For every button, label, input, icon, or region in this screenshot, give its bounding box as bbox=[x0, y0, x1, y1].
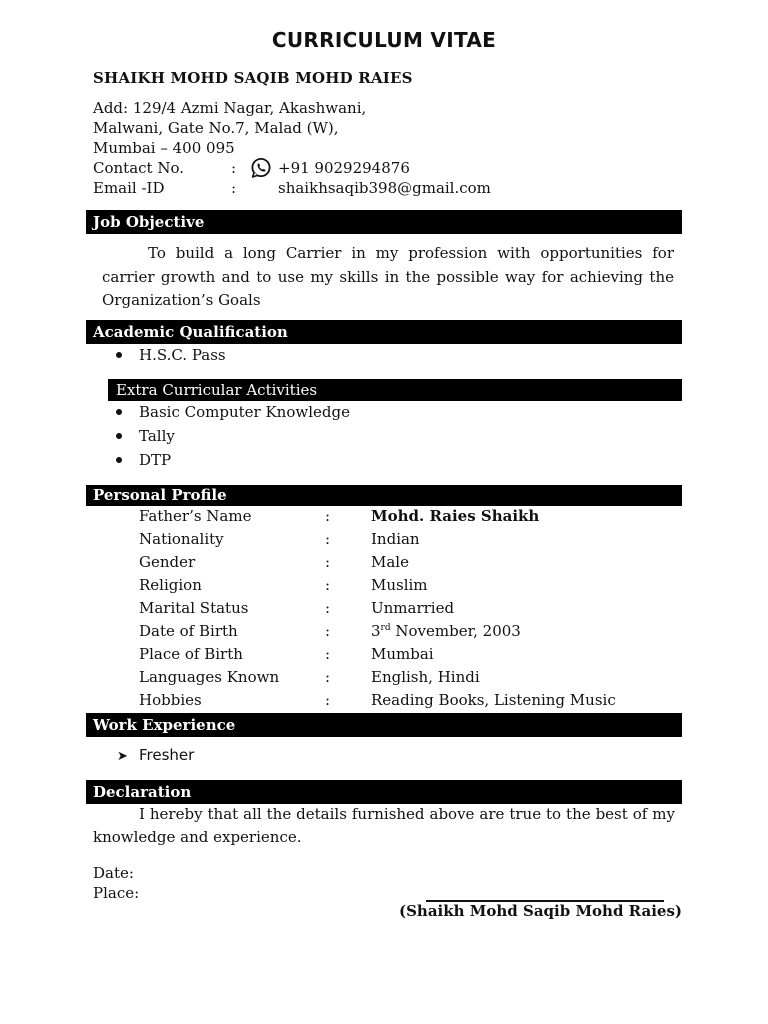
profile-value: Mumbai bbox=[371, 645, 434, 663]
address-block bbox=[93, 98, 366, 158]
candidate-name: SHAIKH MOHD SAQIB MOHD RAIES bbox=[93, 69, 413, 87]
profile-label: Nationality bbox=[139, 530, 224, 548]
arrow-bullet-icon: ➤ bbox=[117, 749, 128, 764]
profile-row bbox=[139, 643, 659, 666]
list-item: Basic Computer Knowledge bbox=[112, 400, 350, 424]
profile-label: Father’s Name bbox=[139, 507, 252, 525]
work-item-text: Fresher bbox=[139, 746, 195, 764]
profile-label: Hobbies bbox=[139, 691, 202, 709]
profile-separator: : bbox=[325, 645, 331, 663]
phone-colon: : bbox=[231, 159, 237, 177]
section-header-extra-curricular: Extra Curricular Activities bbox=[108, 379, 682, 401]
place-label: Place: bbox=[93, 884, 140, 902]
section-header-academic: Academic Qualification bbox=[86, 320, 682, 344]
email-label: Email -ID bbox=[93, 179, 165, 197]
whatsapp-icon bbox=[250, 157, 272, 179]
work-experience-item bbox=[117, 744, 194, 766]
profile-row bbox=[139, 689, 659, 712]
profile-value: Reading Books, Listening Music bbox=[371, 691, 616, 709]
profile-value: Male bbox=[371, 553, 409, 571]
declaration-text: I hereby that all the details furnished above are true to the best of my knowledge and experience. bbox=[93, 805, 675, 846]
birth-day: 3 bbox=[371, 622, 381, 640]
profile-value: Muslim bbox=[371, 576, 428, 594]
profile-separator: : bbox=[325, 530, 331, 548]
date-label: Date: bbox=[93, 864, 134, 882]
profile-separator: : bbox=[325, 576, 331, 594]
profile-value: Unmarried bbox=[371, 599, 455, 617]
email-value: shaikhsaqib398@gmail.com bbox=[278, 179, 491, 197]
birth-day-suffix: rd bbox=[380, 623, 391, 633]
profile-row bbox=[139, 551, 659, 574]
email-colon: : bbox=[231, 179, 237, 197]
address-line-2: Malwani, Gate No.7, Malad (W), bbox=[93, 119, 339, 137]
document-title: CURRICULUM VITAE bbox=[271, 28, 497, 52]
profile-value: Indian bbox=[371, 530, 420, 548]
profile-label: Gender bbox=[139, 553, 196, 571]
signature-name: (Shaikh Mohd Saqib Mohd Raies) bbox=[399, 902, 682, 920]
phone-label: Contact No. bbox=[93, 159, 184, 177]
profile-label: Marital Status bbox=[139, 599, 249, 617]
profile-label: Religion bbox=[139, 576, 202, 594]
profile-separator: : bbox=[325, 668, 331, 686]
profile-row bbox=[139, 505, 659, 528]
section-header-declaration: Declaration bbox=[86, 780, 682, 804]
profile-separator: : bbox=[325, 599, 331, 617]
phone-value: +91 9029294876 bbox=[278, 159, 410, 177]
profile-value: English, Hindi bbox=[371, 668, 480, 686]
list-item: Tally bbox=[112, 424, 350, 448]
personal-profile-table bbox=[139, 505, 659, 712]
profile-separator: : bbox=[325, 553, 331, 571]
profile-separator: : bbox=[325, 507, 331, 525]
academic-list bbox=[112, 343, 226, 367]
address-line-3: Mumbai – 400 095 bbox=[93, 139, 235, 157]
profile-label: Date of Birth bbox=[139, 622, 238, 640]
profile-label: Languages Known bbox=[139, 668, 280, 686]
profile-row bbox=[139, 620, 659, 643]
profile-label: Place of Birth bbox=[139, 645, 243, 663]
profile-row bbox=[139, 666, 659, 689]
profile-value bbox=[371, 620, 521, 643]
extra-curricular-list bbox=[112, 400, 350, 472]
job-objective-text: To build a long Carrier in my profession with opportunities for carrier growth and to use my skills in the possible way for achieving the Organization’s Goals bbox=[102, 244, 674, 309]
profile-value: Mohd. Raies Shaikh bbox=[371, 507, 540, 525]
list-item: DTP bbox=[112, 448, 350, 472]
profile-separator: : bbox=[325, 622, 331, 640]
section-header-work-experience: Work Experience bbox=[86, 713, 682, 737]
section-header-job-objective: Job Objective bbox=[86, 210, 682, 234]
list-item: H.S.C. Pass bbox=[112, 343, 226, 367]
profile-row bbox=[139, 574, 659, 597]
profile-row bbox=[139, 597, 659, 620]
section-header-personal-profile: Personal Profile bbox=[86, 485, 682, 506]
birth-month-year: November, 2003 bbox=[390, 622, 521, 640]
profile-separator: : bbox=[325, 691, 331, 709]
address-line-1: Add: 129/4 Azmi Nagar, Akashwani, bbox=[93, 99, 367, 117]
profile-row bbox=[139, 528, 659, 551]
